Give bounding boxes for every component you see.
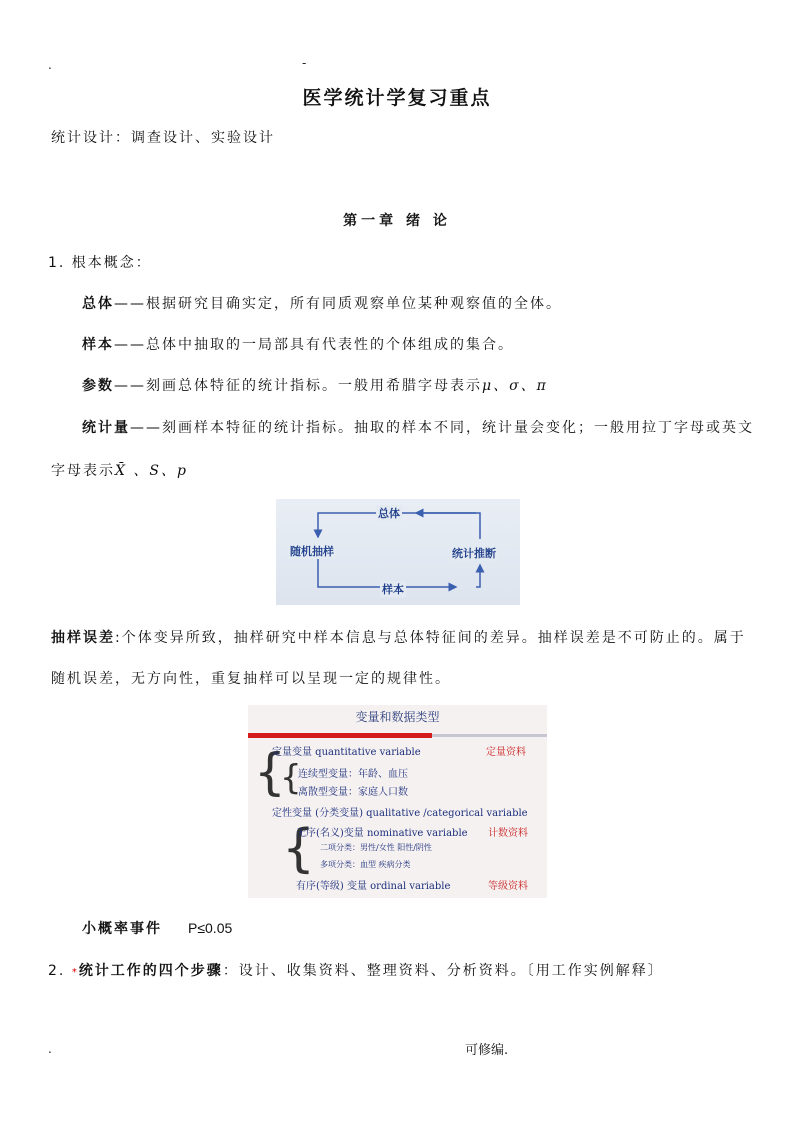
ordinal-tag: 等级资料 [488,881,528,892]
design-line: 统计设计：调查设计、实验设计 [51,130,275,146]
term-statistic-name: 统计量 [82,420,130,436]
quantitative-variable: 定量变量 quantitative variable [272,747,421,758]
quant-brace: { [280,758,302,798]
sampling-error-term: 抽样误差 [51,630,115,646]
term-population [82,293,562,313]
qualitative-variable: 定性变量 (分类变量) qualitative /categorical variable [272,808,528,819]
term-parameter-name: 参数 [82,378,114,394]
diagram-random-sampling-label: 随机抽样 [290,545,334,558]
term-parameter-text: ——刻画总体特征的统计指标。一般用希腊字母表示 [114,378,482,394]
section2-star: * [71,967,79,978]
diagram-sample-label: 样本 [382,583,404,596]
small-probability-value: P≤0.05 [188,920,233,936]
section1-label: 1. 根本概念： [48,255,152,271]
section2-num: 2. [48,963,66,979]
binary-classification: 二项分类：男性/女性 阳性/阴性 [320,843,432,852]
multi-classification: 多项分类：血型 疾病分类 [320,860,411,869]
diagram-inference-label: 统计推断 [452,547,496,560]
parameter-symbols: μ、σ、π [482,378,548,394]
section2-text: ：设计、收集资料、整理资料、分析资料。〔用工作实例解释〕 [222,963,664,979]
term-statistic-text2: 字母表示 [51,463,115,479]
term-population-text: ——根据研究目确实定，所有同质观察单位某种观察值的全体。 [114,296,562,312]
statistic-symbols: X̄ 、S、p [115,463,188,479]
section2-term: 统计工作的四个步骤 [78,963,223,979]
title-underline-red [248,733,432,738]
ordinal-variable: 有序(等级) 变量 ordinal variable [296,881,451,892]
footer-left-mark: . [48,1042,52,1056]
term-statistic-text: ——刻画样本特征的统计指标。抽取的样本不同，统计量会变化；一般用拉丁字母或英文 [130,420,754,436]
population-sample-diagram [276,499,520,605]
small-probability-event [82,918,232,938]
footer-editable-note: 可修编. [465,1043,509,1058]
term-statistic [82,417,754,437]
discrete-variable: 离散型变量：家庭人口数 [298,787,408,798]
header-center-mark: - [302,56,307,70]
qual-brace: { [282,819,316,879]
header-left-mark: . [48,58,52,72]
nominal-tag: 计数资料 [488,828,528,839]
chapter-heading: 第一章 绪 论 [343,213,451,229]
title-underline-grey [432,734,547,737]
sampling-error-cont: 随机误差，无方向性，重复抽样可以呈现一定的规律性。 [51,671,451,687]
term-sample [82,334,514,354]
nominal-variable: 无序(名义)变量 nominative variable [296,828,468,839]
small-probability-term: 小概率事件 [82,921,162,937]
term-statistic-cont [51,460,188,480]
term-population-name: 总体 [82,296,114,312]
sampling-error-text: :个体变异所致，抽样研究中样本信息与总体特征间的差异。抽样误差是不可防止的。属于 [115,630,746,646]
variable-types-diagram [248,705,547,898]
section2 [48,960,664,980]
term-parameter [82,375,548,395]
page-title: 医学统计学复习重点 [302,87,492,109]
term-sample-name: 样本 [82,337,114,353]
sampling-error [51,627,746,647]
continuous-variable: 连续型变量：年龄、血压 [298,769,408,780]
outer-brace: { [254,743,286,801]
quantitative-tag: 定量资料 [486,747,526,758]
term-sample-text: ——总体中抽取的一局部具有代表性的个体组成的集合。 [114,337,514,353]
variable-types-title: 变量和数据类型 [355,710,440,724]
diagram-population-label: 总体 [378,507,400,520]
